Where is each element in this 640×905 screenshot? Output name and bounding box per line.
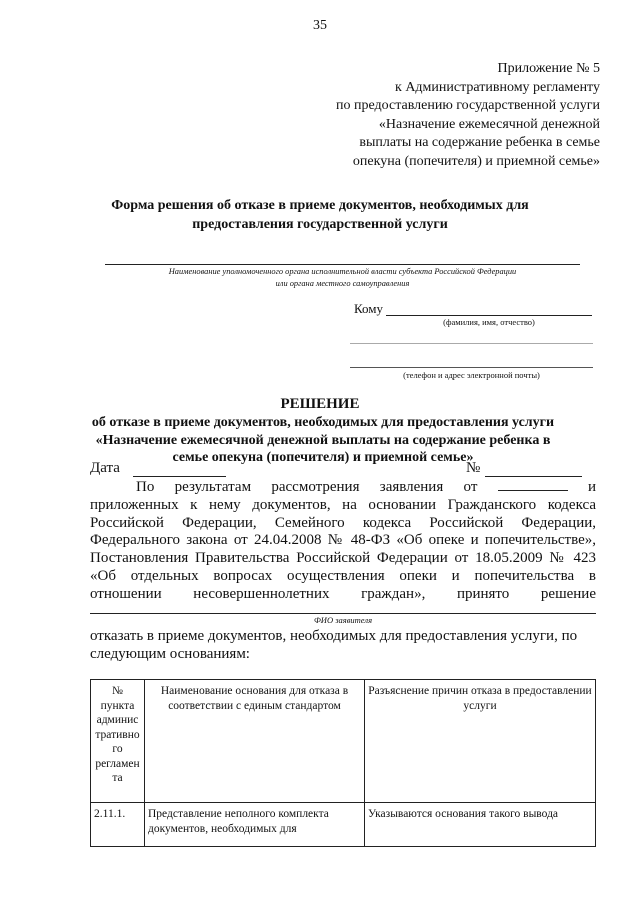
decision-subtitle-line: «Назначение ежемесячной денежной выплаты на содержание ребенка в — [95, 432, 551, 448]
refusal-reasons-table — [90, 679, 596, 847]
decision-subtitle-line: об отказе в приеме документов, необходимых для предоставления услуги — [91, 415, 555, 430]
decision-heading: РЕШЕНИЕ — [280, 396, 360, 412]
decision-subtitle-line: семье опекуна (попечителя) и приемной семье» — [172, 450, 474, 465]
header-point-line: админис — [96, 714, 139, 726]
appendix-block — [336, 60, 600, 171]
recipient-name-line — [386, 315, 592, 316]
refusal-line: отказать в приеме документов, необходимых для предоставления услуги, по — [90, 628, 578, 644]
header-point-line: пункта — [100, 699, 135, 712]
authority-caption-line: Наименование уполномоченного органа исполнительной власти субъекта Российской Федерации — [168, 267, 517, 276]
body-line: приложенных к нему документов, на основании Гражданского кодекса — [90, 496, 596, 513]
form-title-line: предоставления государственной услуги — [192, 217, 448, 232]
application-date-blank — [498, 480, 568, 491]
authority-name-line — [105, 264, 580, 265]
table-header-point — [91, 680, 145, 803]
body-line: Федерального закона от 24.04.2008 № 48-ФЗ «Об опеке и попечительстве», — [90, 532, 596, 549]
body-line: отношении несовершеннолетних граждан», принято решение — [90, 585, 596, 602]
authority-caption-line: или органа местного самоуправления — [275, 279, 410, 288]
number-label: № — [466, 460, 481, 476]
body-line: Постановления Правительства Российской Федерации от 18.05.2009 № 423 — [90, 550, 596, 567]
table-cell-reason: Представление неполного комплекта документов, необходимых для — [145, 803, 365, 847]
form-title-line: Форма решения об отказе в приеме документов, необходимых для — [111, 198, 529, 213]
refusal-line: следующим основаниям: — [90, 646, 250, 662]
table-header-reason: Наименование основания для отказа в соответствии с единым стандартом — [145, 680, 365, 803]
header-point-line: та — [112, 772, 123, 784]
recipient-fio-caption: (фамилия, имя, отчество) — [443, 317, 535, 327]
table-cell-explanation: Указываются основания такого вывода — [365, 803, 596, 847]
applicant-name-line — [90, 613, 596, 614]
date-field-line — [133, 476, 226, 477]
applicant-caption: ФИО заявителя — [313, 615, 373, 625]
header-point-line: № — [112, 685, 123, 697]
appendix-line: по предоставлению государственной услуги — [336, 98, 600, 113]
header-point-line: регламен — [95, 757, 140, 770]
recipient-contact-caption: (телефон и адрес электронной почты) — [403, 370, 540, 380]
form-title — [60, 196, 580, 234]
appendix-line: Приложение № 5 — [497, 61, 600, 76]
table-row — [91, 803, 596, 847]
recipient-extra-line — [350, 343, 593, 344]
body-line — [90, 479, 596, 497]
page-number: 35 — [313, 18, 327, 33]
body-line: «Об отдельных вопросах осуществления опеки и попечительства в — [90, 567, 596, 584]
body-line-text: По результатам рассмотрения заявления от — [136, 479, 478, 495]
appendix-line: «Назначение ежемесячной денежной — [378, 116, 600, 132]
body-line: Российской Федерации, Семейного кодекса Российской Федерации, — [90, 514, 596, 531]
number-field-line — [485, 476, 582, 477]
table-header-row — [91, 680, 596, 803]
recipient-to-label: Кому — [354, 301, 384, 316]
recipient-contact-line — [350, 367, 593, 368]
decision-subtitle — [60, 414, 586, 467]
authority-caption — [105, 266, 580, 290]
header-point-line: тративно — [95, 728, 140, 741]
appendix-line: выплаты на содержание ребенка в семье — [359, 135, 600, 150]
body-line-text: и — [587, 479, 597, 495]
refusal-text — [90, 627, 596, 663]
appendix-line: опекуна (попечителя) и приемной семье» — [352, 153, 600, 169]
date-label: Дата — [90, 460, 120, 476]
appendix-line: к Административному регламенту — [395, 79, 600, 95]
header-point-line: го — [112, 743, 123, 755]
table-cell-point: 2.11.1. — [91, 803, 145, 847]
decision-body — [90, 479, 596, 604]
table-header-explanation: Разъяснение причин отказа в предоставлении услуги — [365, 680, 596, 803]
